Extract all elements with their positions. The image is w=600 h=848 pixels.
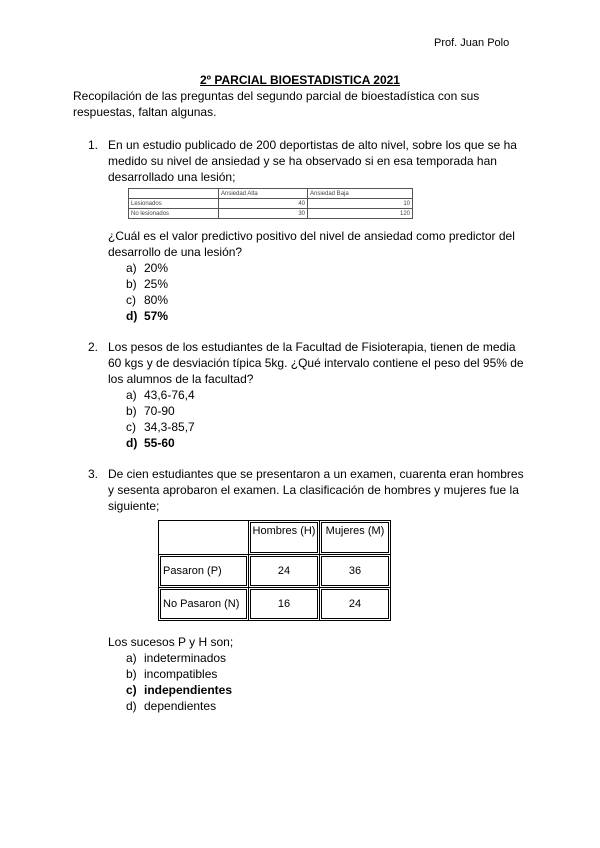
question-1-prompt: ¿Cuál es el valor predictivo positivo del nivel de ansiedad como predictor del desarrollo de una lesión? xyxy=(108,229,515,259)
table-cell: Mujeres (M) xyxy=(320,521,391,555)
question-2-text: Los pesos de los estudiantes de la Facultad de Fisioterapia, tienen de media 60 kgs y de desviación típica 5kg. ¿Qué intervalo contiene el peso del 95% de los alumnos de la facultad? xyxy=(108,340,524,386)
table-cell: Pasaron (P) xyxy=(159,555,249,588)
question-2-number: 2. xyxy=(88,340,99,354)
table-cell: Hombres (H) xyxy=(249,521,320,555)
question-2-options xyxy=(126,387,195,451)
question-2 xyxy=(88,339,528,387)
option-item xyxy=(126,419,195,435)
option-text: 70-90 xyxy=(144,404,175,418)
table-cell: 24 xyxy=(249,555,320,588)
table-cell: 16 xyxy=(249,588,320,621)
table-row xyxy=(159,555,391,588)
question-1-number: 1. xyxy=(88,138,99,152)
option-text: 43,6-76,4 xyxy=(144,388,195,402)
option-letter: d) xyxy=(126,699,137,713)
table-cell: 36 xyxy=(320,555,391,588)
table-cell: 120 xyxy=(308,209,413,219)
question-3-prompt: Los sucesos P y H son; xyxy=(108,635,234,649)
option-letter: d) xyxy=(126,436,138,450)
option-letter: a) xyxy=(126,388,137,402)
option-item-correct xyxy=(126,682,232,698)
option-text: 57% xyxy=(144,309,169,323)
author-header: Prof. Juan Polo xyxy=(434,37,510,49)
table-crop-mask xyxy=(127,219,419,223)
table-cell: 40 xyxy=(219,199,308,209)
option-text: incompatibles xyxy=(144,667,218,681)
intro-paragraph: Recopilación de las preguntas del segundo parcial de bioestadística con sus respuestas, faltan algunas. xyxy=(73,89,480,119)
table-cell xyxy=(159,521,249,555)
option-text: independientes xyxy=(144,683,233,697)
table-cell: Lesionados xyxy=(129,199,219,209)
table-cell: 10 xyxy=(308,199,413,209)
table-cell: 30 xyxy=(219,209,308,219)
question-1-text: En un estudio publicado de 200 deportistas de alto nivel, sobre los que se ha medido su nivel de ansiedad y se ha observado si en esa temporada han desarrollado una lesión; xyxy=(108,138,517,184)
question-3-options xyxy=(126,650,232,714)
question-1 xyxy=(88,137,528,185)
option-letter: a) xyxy=(126,261,137,275)
question-3 xyxy=(88,466,528,514)
table-cell: 24 xyxy=(320,588,391,621)
option-text: 80% xyxy=(144,293,169,307)
option-item xyxy=(126,650,232,666)
option-text: 20% xyxy=(144,261,169,275)
option-letter: d) xyxy=(126,309,138,323)
option-text: indeterminados xyxy=(144,651,227,665)
option-letter: a) xyxy=(126,651,137,665)
table-row xyxy=(129,209,413,219)
option-item xyxy=(126,276,168,292)
table-row xyxy=(159,588,391,621)
table-cell xyxy=(129,189,219,199)
table-row xyxy=(129,199,413,209)
option-text: 55-60 xyxy=(144,436,175,450)
option-item xyxy=(126,698,232,714)
table-cell: Ansiedad Alta xyxy=(219,189,308,199)
option-letter: c) xyxy=(126,683,137,697)
option-letter: b) xyxy=(126,404,137,418)
option-letter: c) xyxy=(126,420,136,434)
option-text: dependientes xyxy=(144,699,217,713)
option-text: 25% xyxy=(144,277,169,291)
document-title: 2º PARCIAL BIOESTADISTICA 2021 xyxy=(200,73,400,87)
option-item xyxy=(126,666,232,682)
option-item xyxy=(126,260,168,276)
option-text: 34,3-85,7 xyxy=(144,420,195,434)
question-1-options xyxy=(126,260,168,324)
option-item xyxy=(126,403,195,419)
table-row xyxy=(129,189,413,199)
option-letter: b) xyxy=(126,277,137,291)
question-3-text: De cien estudiantes que se presentaron a un examen, cuarenta eran hombres y sesenta aprobaron el examen. La clasificación de hombres y mujeres fue la siguiente; xyxy=(108,467,524,513)
question-3-number: 3. xyxy=(88,467,99,481)
question-3-table xyxy=(158,520,391,621)
option-item-correct xyxy=(126,308,168,324)
option-letter: c) xyxy=(126,293,136,307)
table-cell: No Pasaron (N) xyxy=(159,588,249,621)
table-cell: Ansiedad Baja xyxy=(308,189,413,199)
option-letter: b) xyxy=(126,667,137,681)
option-item xyxy=(126,292,168,308)
table-cell: No lesionados xyxy=(129,209,219,219)
option-item-correct xyxy=(126,435,195,451)
option-item xyxy=(126,387,195,403)
table-row xyxy=(159,521,391,555)
question-1-table xyxy=(128,188,413,219)
